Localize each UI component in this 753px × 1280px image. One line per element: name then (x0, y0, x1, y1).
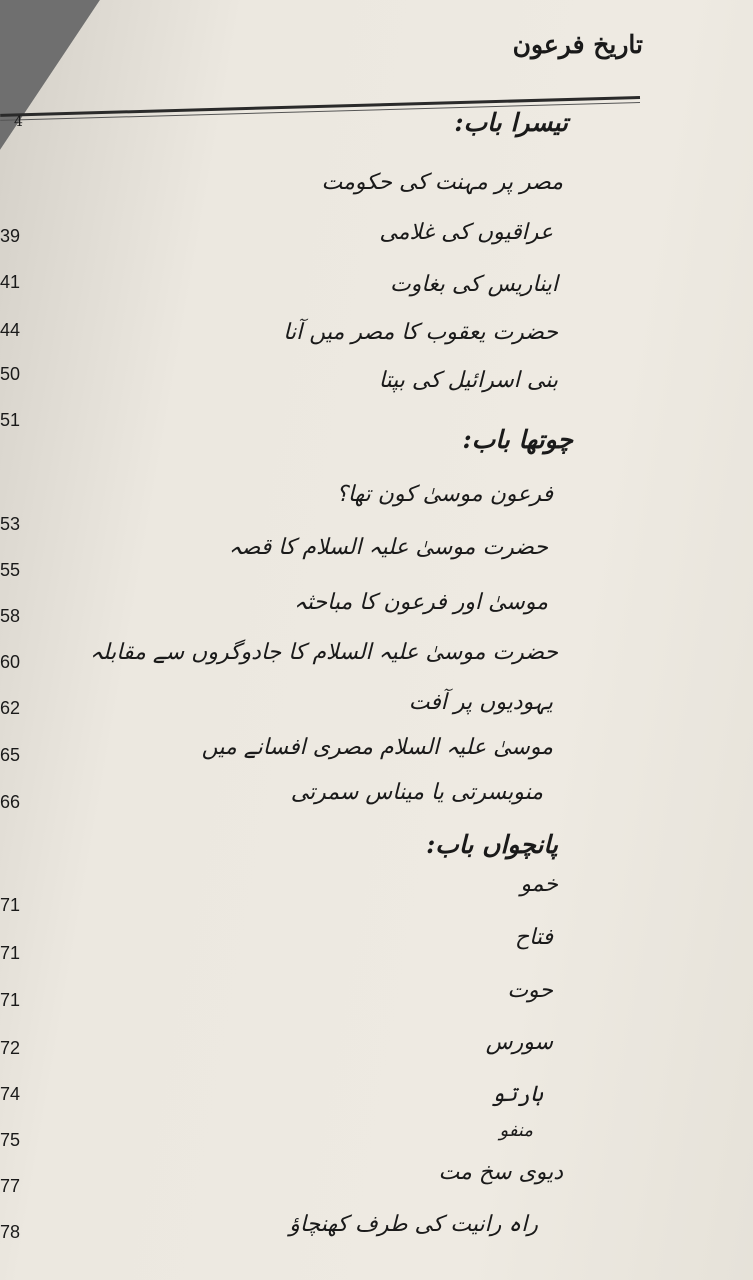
toc-entry-page: 65 (0, 745, 21, 765)
toc-entry-title: بنی اسرائیل کی بپتا (378, 368, 558, 393)
toc-entry-title: موسیٰ اور فرعون کا مباحثہ (294, 590, 548, 615)
toc-entry-page: 53 (0, 514, 21, 534)
toc-entry-title: سورس (485, 1030, 553, 1055)
chapter-page: 66 (0, 792, 21, 812)
toc-entry-title: عراقیوں کی غلامی (379, 220, 553, 245)
toc-entry-page: 75 (0, 1130, 21, 1150)
toc-entry-title: فتاح (514, 925, 553, 950)
toc-entry-title: ہارتو (491, 1082, 543, 1107)
toc-entry-page: 50 (0, 364, 21, 384)
toc-entry-page: 58 (0, 606, 21, 626)
toc-entry-page: 71 (0, 990, 21, 1010)
toc-entry-page: 71 (0, 943, 21, 963)
toc-entry-title: فرعون موسیٰ کون تھا؟ (336, 482, 553, 507)
toc-entry-title: دیوی سخ مت (438, 1160, 563, 1185)
toc-entry-page: 74 (0, 1084, 21, 1104)
toc-entry-title: مصر پر مہنت کی حکومت (321, 170, 563, 195)
toc-entry-page: 77 (0, 1176, 21, 1196)
chapter-heading: پانچواں باب: (426, 830, 558, 859)
toc-entry-title: موسیٰ علیہ السلام مصری افسانے میں (201, 735, 553, 760)
toc-entry-page: 78 (0, 1222, 21, 1242)
toc-entry-page: 71 (0, 895, 21, 915)
toc-entry-page: 60 (0, 652, 21, 672)
toc-entry-page: 55 (0, 560, 21, 580)
toc-entry-title: راہ رانیت کی طرف کھنچاؤ (289, 1212, 538, 1237)
toc-entry-title: منفو (499, 1120, 533, 1141)
toc-entry-title: حوت (507, 978, 553, 1003)
toc-entry-title: خمو (520, 872, 558, 897)
toc-entry-title: منوبسرتی یا میناس سمرتی (290, 780, 543, 805)
toc-entry-title: یہودیوں پر آفت (408, 690, 553, 715)
toc-entry-title: حضرت موسیٰ علیہ السلام کا قصہ (228, 535, 548, 560)
chapter-heading: چوتھا باب: (462, 425, 573, 454)
toc-entry-title: ایناریس کی بغاوت (390, 272, 558, 297)
toc-entry-page: 62 (0, 698, 21, 718)
toc-entry-title: حضرت یعقوب کا مصر میں آنا (283, 320, 558, 345)
running-title: تاریخ فرعون (512, 30, 643, 59)
page-number: 4 (14, 114, 23, 130)
chapter-page: 51 (0, 410, 21, 430)
toc-entry-page: 39 (0, 226, 21, 246)
toc-entry-page: 44 (0, 320, 21, 340)
toc-entry-page: 72 (0, 1038, 21, 1058)
toc-entry-title: حضرت موسیٰ علیہ السلام کا جادوگروں سے مقابلہ (89, 640, 558, 665)
toc-entry-page: 41 (0, 272, 21, 292)
chapter-heading: تیسرا باب: (454, 108, 568, 137)
